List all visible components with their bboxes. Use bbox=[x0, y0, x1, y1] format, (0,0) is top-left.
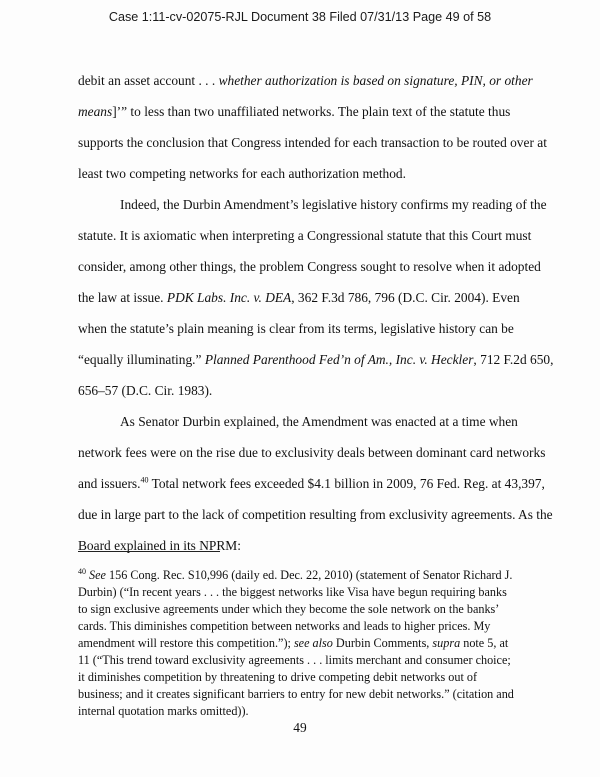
body-line: statute. It is axiomatic when interpreting a Congressional statute that this Court must bbox=[78, 228, 532, 243]
body-line: due in large part to the lack of competition resulting from exclusivity agreements. As the bbox=[78, 507, 553, 522]
footnote-line: amendment will restore this competition.”); see also Durbin Comments, supra note 5, at bbox=[78, 636, 509, 650]
body-line: means]’” to less than two unaffiliated networks. The plain text of the statute thus bbox=[78, 104, 511, 119]
body-line: 656–57 (D.C. Cir. 1983). bbox=[78, 383, 213, 398]
body-line: Indeed, the Durbin Amendment’s legislative history confirms my reading of the bbox=[120, 197, 547, 212]
footnote-divider bbox=[78, 551, 220, 552]
body-line: and issuers.$^{40}$ Total network fees exceeded $4.1 billion in 2009, 76 Fed. Reg. at 43,397, bbox=[78, 475, 545, 491]
body-line: when the statute’s plain meaning is clear from its terms, legislative history can be bbox=[78, 321, 514, 336]
body-line: “equally illuminating.” Planned Parenthood Fed’n of Am., Inc. v. Heckler, 712 F.2d 650, bbox=[78, 352, 554, 367]
footnote-line: Durbin) (“In recent years . . . the biggest networks like Visa have begun requiring banks bbox=[78, 585, 507, 599]
footnote-line: internal quotation marks omitted)). bbox=[78, 704, 249, 718]
body-line: As Senator Durbin explained, the Amendment was enacted at a time when bbox=[120, 414, 518, 429]
footnote-line: $^{40}$ See 156 Cong. Rec. S10,996 (daily ed. Dec. 22, 2010) (statement of Senator Richard J. bbox=[78, 566, 513, 582]
footnote-line: it diminishes competition by threatening to drive competing debit networks out of bbox=[78, 670, 478, 684]
footnote-line: cards. This diminishes competition between networks and leads to higher prices. My bbox=[78, 619, 491, 633]
body-line: debit an asset account . . . whether authorization is based on signature, PIN, or other bbox=[78, 73, 533, 88]
body-line: least two competing networks for each authorization method. bbox=[78, 166, 406, 181]
body-line: network fees were on the rise due to exclusivity deals between dominant card networks bbox=[78, 445, 546, 460]
body-line: supports the conclusion that Congress intended for each transaction to be routed over at bbox=[78, 135, 547, 150]
case-header: Case 1:11-cv-02075-RJL Document 38 Filed 07/31/13 Page 49 of 58 bbox=[108, 10, 492, 24]
page-number: 49 bbox=[293, 720, 307, 735]
footnote-line: business; and it creates significant barriers to entry for new debit networks.” (citation and bbox=[78, 687, 514, 701]
body-line: Board explained in its NPRM: bbox=[78, 538, 241, 553]
footnote-number: 40 bbox=[78, 566, 86, 576]
body-line: consider, among other things, the problem Congress sought to resolve when it adopted bbox=[78, 259, 541, 274]
body-line: the law at issue. PDK Labs. Inc. v. DEA, 362 F.3d 786, 796 (D.C. Cir. 2004). Even bbox=[78, 290, 520, 305]
footnote-ref: 40 bbox=[140, 475, 149, 485]
footnote-line: 11 (“This trend toward exclusivity agreements . . . limits merchant and consumer choice; bbox=[78, 653, 511, 667]
footnote-line: to sign exclusive agreements under which they become the sole network on the banks’ bbox=[78, 602, 500, 616]
